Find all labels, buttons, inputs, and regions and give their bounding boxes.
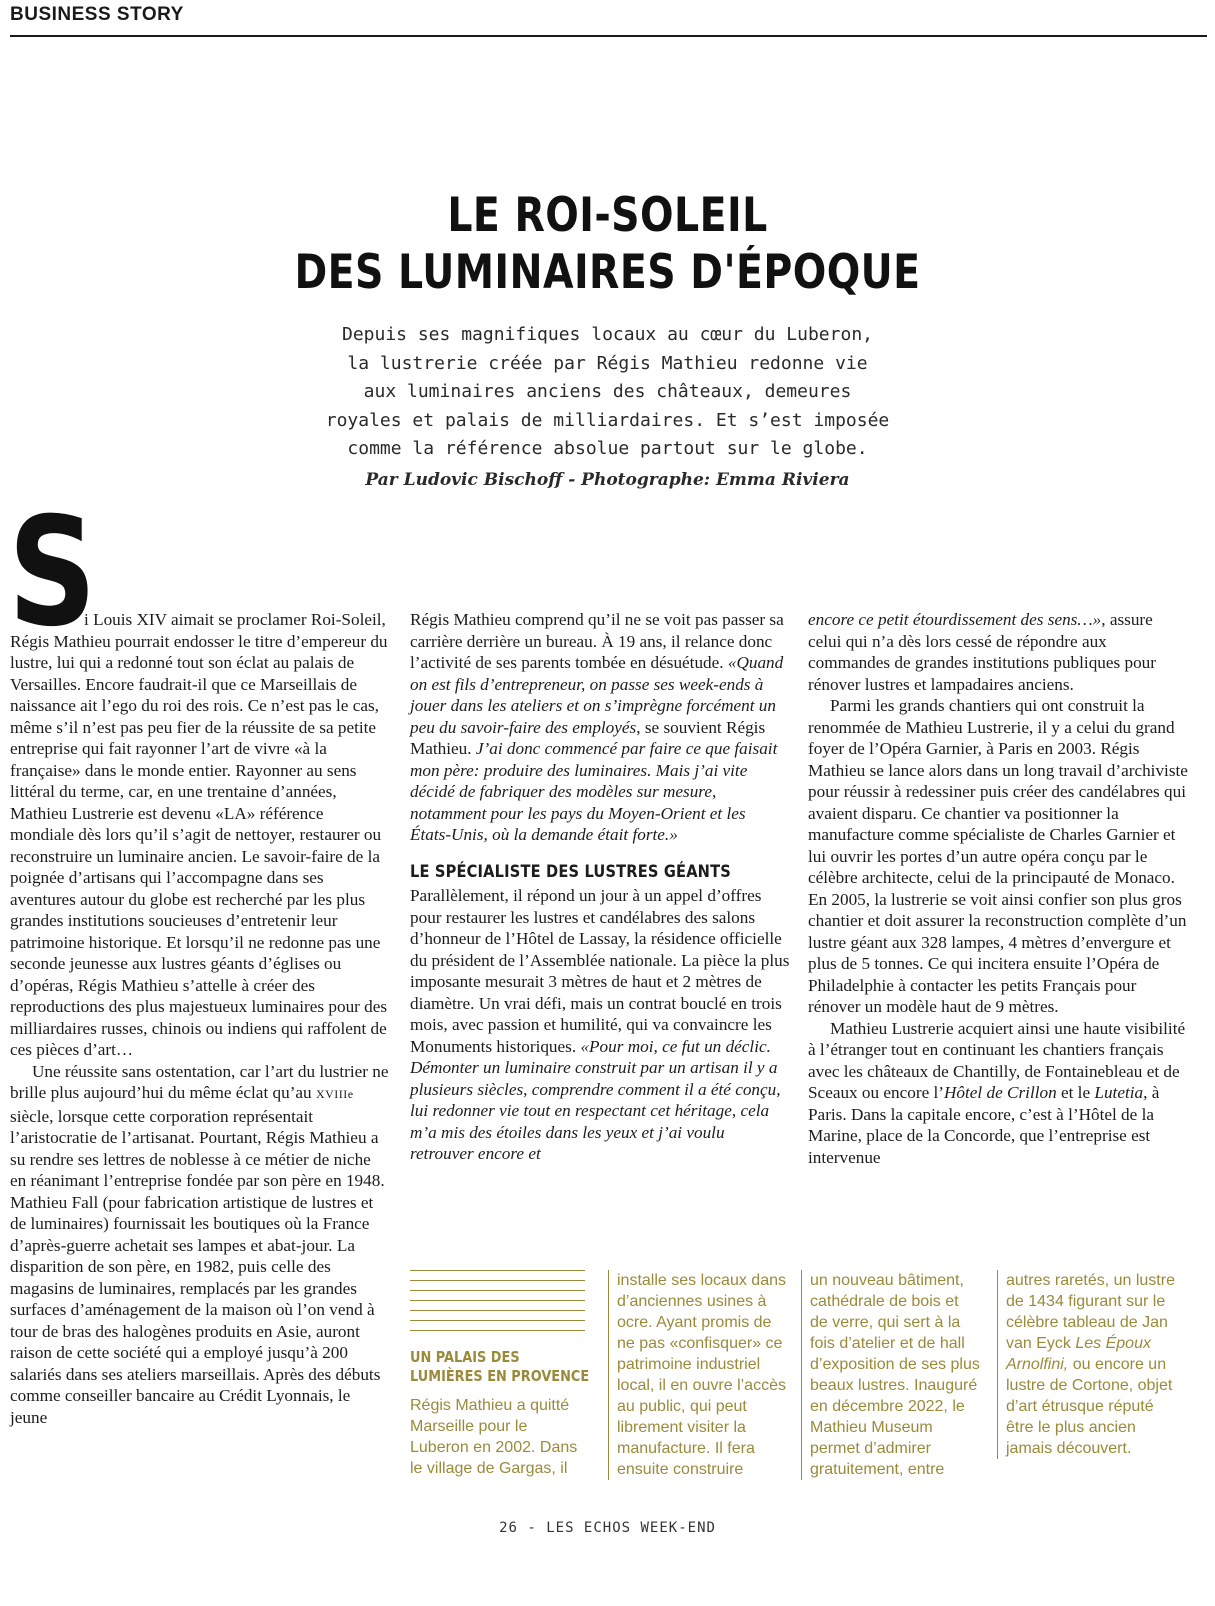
article-paragraph <box>10 1061 390 1429</box>
top-rule <box>10 35 1207 37</box>
article-paragraph <box>410 885 790 1165</box>
article-paragraph <box>410 609 790 846</box>
quote-text: J’ai donc commencé par faire ce que faisait mon père: produire des luminaires. Mais j’ai vite décidé de fabriquer des modèles sur mesure, notamment pour les pays du Moyen-Orient et les États-Unis, où la demande était forte.» <box>410 739 778 844</box>
paragraph-text: , assure celui qui n’a dès lors cessé de répondre aux commandes de grandes institutions publiques pour rénover lustres et lampadaires anciens. <box>808 610 1156 694</box>
paragraph-text: siècle, lorsque cette corporation représentait l’aristocratie de l’artisanat. Pourtant, Régis Mathieu a su rendre ses lettres de noblesse à ce métier de niche en réanimant l’entreprise fondée par son père en 1948. Mathieu Fall (pour fabrication artistique de lustres et de luminaires) fournissait les boutiques où la France d’après-guerre achetait ses lampes et abat-jour. La disparition de son père, en 1982, puis celle des magasins de luminaires, remplacés par les grandes surfaces d’aménagement de la maison où l’on vend à tour de bras des halogènes produits en Asie, auront raison de cette société qui a employé jusqu’à 200 salariés dans ses ateliers marseillais. Après des débuts comme conseiller bancaire au Crédit Lyonnais, le jeune <box>10 1106 385 1427</box>
quote-text: encore ce petit étourdissement des sens…» <box>808 610 1102 629</box>
article-paragraph <box>10 609 390 1061</box>
sidebar-column-1: Régis Mathieu a quitté Marseille pour le Luberon en 2002. Dans le village de Gargas, il <box>410 1397 578 1477</box>
sidebar-column-2: installe ses locaux dans d’anciennes usines à ocre. Ayant promis de ne pas «confisquer» ce patrimoine industriel local, il en ouvre l’accès au public, qui peut librement visiter la manufacture. Il fera ensuite construire <box>608 1270 787 1480</box>
paragraph-text: , se souvient Régis Mathieu. <box>410 717 766 758</box>
paragraph-text: Mathieu Lustrerie acquiert ainsi une haute visibilité à l’étranger tout en continuant les chantiers français avec les châteaux de Chantilly, de Fontainebleau et de Sceaux ou encore l’ <box>808 1018 1186 1102</box>
quote-text: «Pour moi, ce fut un déclic. Démonter un luminaire construit par un artisan il y a plusieurs siècles, comprendre comment il a été conçu, lui redonner vie tout en respectant cet héritage, cela m’a mis des étoiles dans les yeux et j’ai voulu retrouver encore et <box>410 1036 781 1163</box>
article-column-2 <box>410 609 790 1165</box>
paragraph-text: Parmi les grands chantiers qui ont construit la renommée de Mathieu Lustrerie, il y a celui du grand foyer de l’Opéra Garnier, à Paris en 2003. Régis Mathieu se lance alors dans un long travail d’archiviste pour réussir à redessiner puis créer des candélabres qui avaient disparu. Ce chantier va positionner la manufacture comme spécialiste de Charles Garnier et lui ouvrir les portes d’un autre opéra conçu par le célèbre architecte, celui de la principauté de Monaco. En 2005, la lustrerie se voit ainsi confier son plus gros chantier et doit assurer la reconstruction complète d’un lustre géant aux 328 lampes, 4 mètres d’envergure et plus de 5 tonnes. Ce qui incitera ensuite l’Opéra de Philadelphie à contacter les petits Français pour rénover un modèle haut de 9 mètres. <box>808 696 1188 1016</box>
quote-text: «Quand on est fils d’entrepreneur, on passe ses week-ends à jouer dans les ateliers et on s’imprègne forcément un peu du savoir-faire des employés <box>410 653 784 737</box>
paragraph-text: Régis Mathieu comprend qu’il ne se voit pas passer sa carrière derrière un bureau. À 19 ans, il relance donc l’activité de ses parents tombée en désuétude. <box>410 610 784 672</box>
painting-title: Les Époux Arnolfini, <box>1006 1335 1151 1373</box>
standfirst-line: aux luminaires anciens des châteaux, demeures <box>363 381 852 402</box>
article-column-1 <box>10 609 390 1428</box>
standfirst-line: Depuis ses magnifiques locaux au cœur du Luberon, <box>341 324 873 345</box>
headline-line-2: DES LUMINAIRES D'ÉPOQUE <box>294 245 921 300</box>
article-column-3 <box>808 609 1188 1168</box>
paragraph-text: et le <box>1056 1083 1095 1102</box>
page-folio: 26 - LES ECHOS WEEK-END <box>499 1520 716 1536</box>
paragraph-text: i Louis XIV aimait se proclamer Roi-Soleil, Régis Mathieu pourrait endosser le titre d’empereur du lustre, lui qui a redonné tout son éclat au palais de Versailles. Encore faudrait-il que ce Marseillais de naissance ait l’ego du roi des rois. Ce n’est pas le cas, même s’il n’est pas peu fier de la réussite de sa petite entreprise qui fait rayonner l’art de vivre «à la française» dans le monde entier. Rayonner au sens littéral du terme, car, en une trentaine d’années, Mathieu Lustrerie est devenu «LA» référence mondiale dès lors qu’il s’agit de nettoyer, restaurer ou reconstruire un luminaire ancien. Le savoir-faire de la poignée d’artisans qui l’accompagne dans ses aventures autour du globe est recherché par les plus grandes institutions soucieuses d’entretenir leur patrimoine historique. Et lorsqu’il ne redonne pas une seconde jeunesse aux lustres géants d’églises ou d’opéras, Régis Mathieu s’attelle à créer des reproductions des plus majestueux luminaires pour des milliardaires russes, chinois ou indiens qui raffolent de ces pièces d’art… <box>10 610 388 1059</box>
standfirst-line: royales et palais de milliardaires. Et s’est imposée <box>325 409 890 431</box>
standfirst-line: la lustrerie créée par Régis Mathieu redonne vie <box>347 352 868 374</box>
venue-name: Lutetia <box>1094 1083 1144 1102</box>
headline-line-1: LE ROI-SOLEIL <box>447 188 768 243</box>
article-paragraph <box>808 609 1188 695</box>
standfirst <box>290 321 925 464</box>
paragraph-text: Parallèlement, il répond un jour à un appel d’offres pour restaurer les lustres et candélabres des salons d’honneur de l’Hôtel de Lassay, la résidence officielle du président de l’Assemblée nationale. La pièce la plus imposante mesurait 3 mètres de haut et 2 mètres de diamètre. Un vrai défi, mais un contrat bouclé en trois mois, avec passion et humilité, qui va convaincre les Monuments historiques. <box>410 886 790 1056</box>
headline <box>0 187 1215 301</box>
sidebar-decorative-rules <box>410 1270 585 1340</box>
article-paragraph <box>808 695 1188 1018</box>
century-numeral: XVIIIe <box>315 1087 354 1101</box>
subheading: LE SPÉCIALISTE DES LUSTRES GÉANTS <box>410 861 731 882</box>
paragraph-text: , à Paris. Dans la capitale encore, c’est à l’Hôtel de la Marine, place de la Concorde, que l’entreprise est intervenue <box>808 1083 1160 1167</box>
sidebar-title <box>410 1348 590 1386</box>
article-paragraph <box>808 1018 1188 1169</box>
section-label: BUSINESS STORY <box>10 4 184 25</box>
sidebar-text: autres raretés, un lustre de 1434 figurant sur le célèbre tableau de Jan van Eyck <box>1006 1272 1175 1352</box>
byline: Par Ludovic Bischoff - Photographe: Emma Riviera <box>365 470 850 490</box>
sidebar-title-line: LUMIÈRES EN PROVENCE <box>410 1367 590 1385</box>
venue-name: Hôtel de Crillon <box>944 1083 1057 1102</box>
sidebar-text: ou encore un lustre de Cortone, objet d’art étrusque réputé être le plus ancien jamais découvert. <box>1006 1356 1173 1457</box>
standfirst-line: comme la référence absolue partout sur le globe. <box>347 438 868 459</box>
sidebar-column-4 <box>997 1270 1181 1459</box>
drop-cap: S <box>8 486 97 660</box>
sidebar-column-3: un nouveau bâtiment, cathédrale de bois et de verre, qui sert à la fois d’atelier et de hall d’exposition de ses plus beaux lustres. Inauguré en décembre 2022, le Mathieu Museum permet d’admirer gratuitement, entre <box>801 1270 980 1480</box>
paragraph-text: Une réussite sans ostentation, car l’art du lustrier ne brille plus aujourd’hui du même éclat qu’au <box>10 1061 389 1102</box>
sidebar-box <box>400 1270 1200 1485</box>
sidebar-title-line: UN PALAIS DES <box>410 1348 520 1366</box>
